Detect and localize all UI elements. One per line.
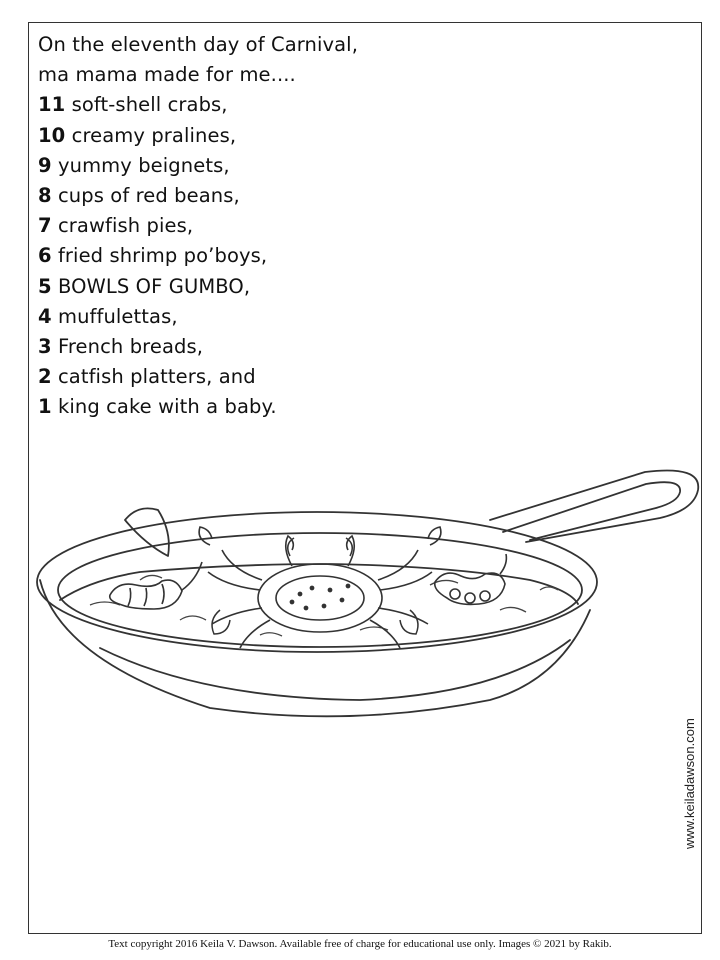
item-text: king cake with a baby.: [51, 395, 277, 419]
verse-intro-line-1: On the eleventh day of Carnival,: [38, 33, 358, 56]
gumbo-skillet-illustration: [30, 460, 710, 740]
item-count: 4: [38, 304, 52, 328]
verse-item: [38, 151, 358, 181]
verse-item: [38, 211, 358, 241]
verse-item: [38, 121, 358, 151]
verse-text: [38, 30, 358, 423]
verse-item: [38, 362, 358, 392]
item-count: 10: [38, 123, 66, 147]
item-text: yummy beignets,: [51, 153, 230, 177]
shrimp: [435, 554, 507, 604]
item-text: soft-shell crabs,: [65, 93, 228, 117]
item-count: 5: [38, 274, 52, 298]
item-text: cups of red beans,: [51, 184, 240, 208]
item-text: muffulettas,: [51, 304, 178, 328]
verse-intro-line-2: ma mama made for me....: [38, 63, 296, 87]
verse-item: [38, 272, 358, 302]
item-text: French breads,: [51, 335, 204, 359]
item-count: 7: [38, 214, 52, 238]
verse-item: [38, 90, 358, 120]
verse-item: [38, 241, 358, 271]
verse-item: [38, 302, 358, 332]
item-count: 9: [38, 153, 52, 177]
item-text: catfish platters, and: [51, 365, 256, 389]
gumbo-surface: [60, 564, 578, 604]
item-count: 6: [38, 244, 52, 268]
copyright-footer: Text copyright 2016 Keila V. Dawson. Available free of charge for educational use only. Images © 2021 by Rakib.: [108, 938, 612, 950]
skillet-base: [100, 640, 570, 700]
item-text: fried shrimp po’boys,: [51, 244, 268, 268]
skillet-body: [40, 580, 590, 716]
verse-item: [38, 181, 358, 211]
item-text: creamy pralines,: [65, 123, 237, 147]
verse-item: [38, 332, 358, 362]
item-count: 2: [38, 365, 52, 389]
skillet-handle: [490, 470, 698, 542]
item-count: 11: [38, 93, 66, 117]
website-url: www.keiladawson.com: [682, 718, 697, 849]
item-text: crawfish pies,: [51, 214, 194, 238]
verse-item: [38, 392, 358, 422]
item-count: 3: [38, 335, 52, 359]
item-count: 8: [38, 184, 52, 208]
item-text: BOWLS OF GUMBO,: [51, 274, 251, 298]
item-count: 1: [38, 395, 52, 419]
skillet-spout: [125, 508, 169, 556]
